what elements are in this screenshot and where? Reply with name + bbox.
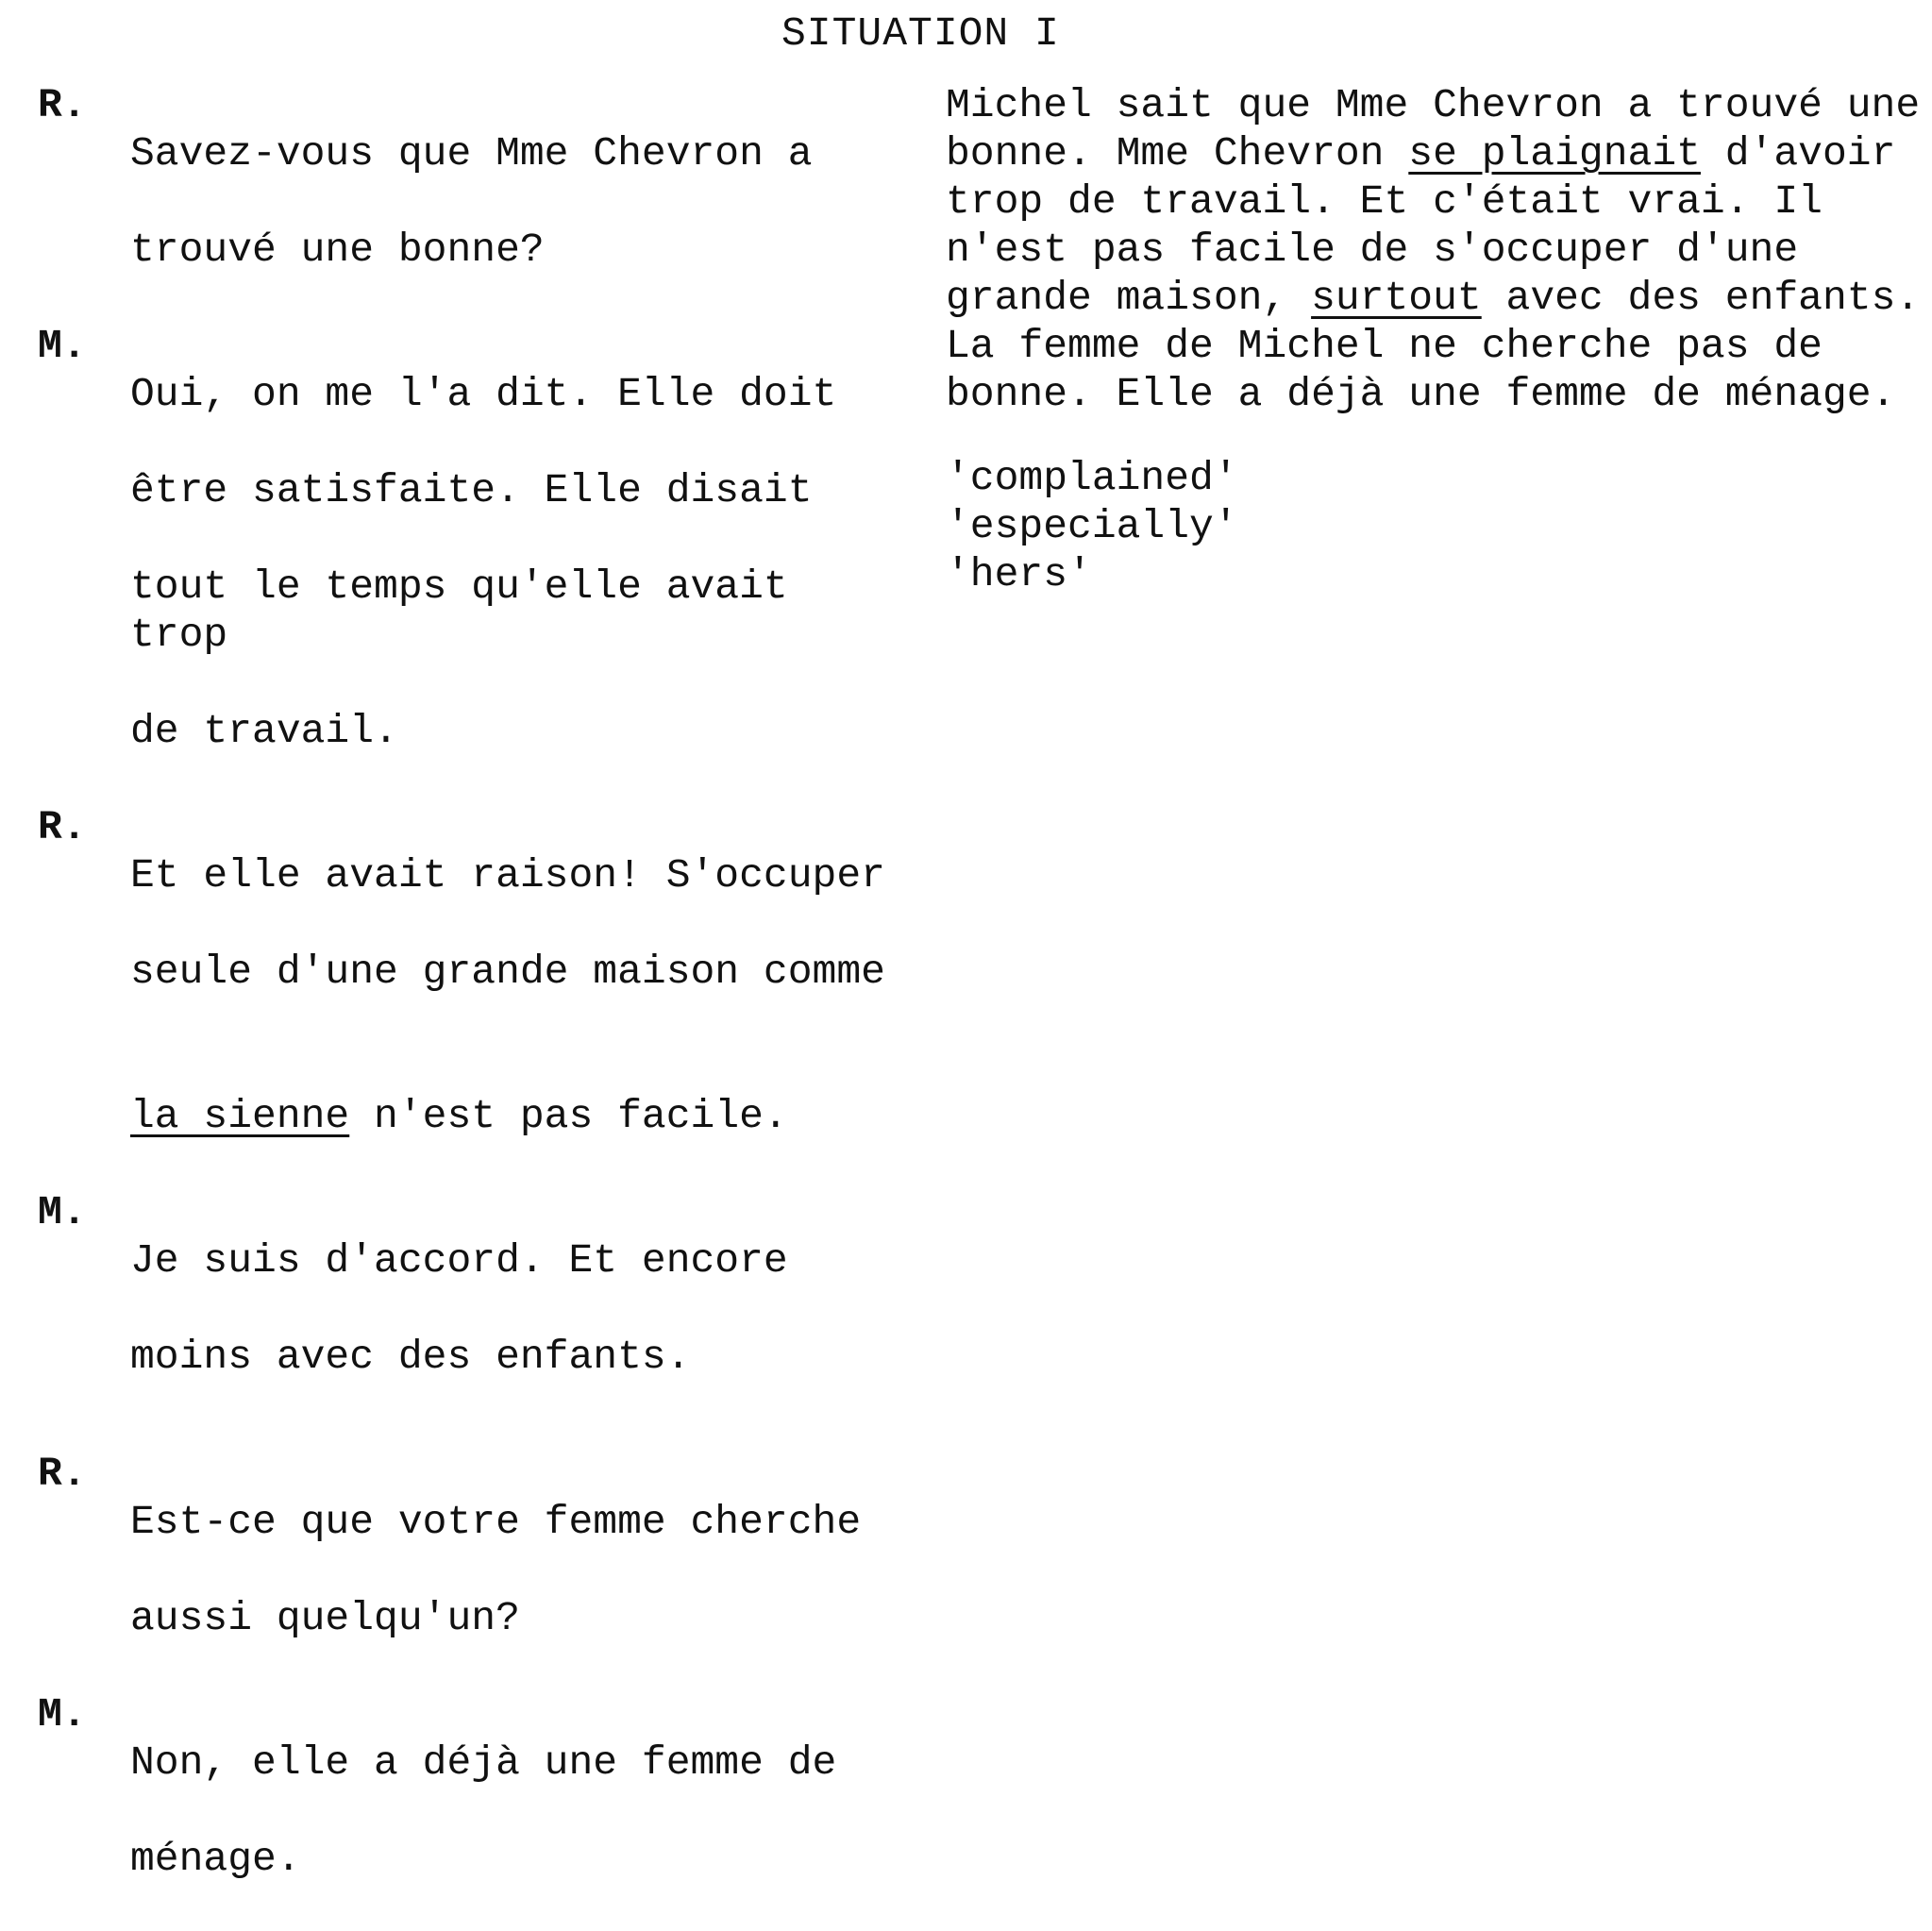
speech-line: aussi quelqu'un? <box>130 1595 520 1641</box>
speech-line: Non, elle a déjà une femme de <box>130 1739 837 1786</box>
page-title: SITUATION I <box>781 10 1060 57</box>
speech-text <box>130 1188 906 1429</box>
gloss-list <box>946 454 1927 598</box>
speech-line: de travail. <box>130 708 398 754</box>
summary-fragment: d'avoir <box>1700 130 1896 176</box>
dialogue-turn <box>38 322 906 803</box>
speaker-label: R. <box>38 82 87 128</box>
speech-line: moins avec des enfants. <box>130 1334 691 1380</box>
gloss-item: 'complained' <box>946 455 1238 501</box>
speech-line <box>130 1044 906 1140</box>
speech-line: trouvé une bonne? <box>130 227 545 273</box>
summary-line: La femme de Michel ne cherche pas de <box>946 323 1823 369</box>
speech-line: seule d'une grande maison comme <box>130 949 885 995</box>
speech-line: tout le temps qu'elle avait trop <box>130 563 788 658</box>
speech-line: Savez-vous que Mme Chevron a <box>130 130 813 176</box>
dialogue-turn <box>38 1188 906 1429</box>
summary-line: trop de travail. Et c'était vrai. Il <box>946 178 1823 225</box>
speech-fragment: n'est pas facile. <box>349 1093 788 1139</box>
speech-line: Je suis d'accord. Et encore <box>130 1237 788 1284</box>
underlined-term: surtout <box>1311 275 1482 321</box>
speech-line: Et elle avait raison! S'occuper <box>130 852 885 898</box>
speaker-label: R. <box>38 804 87 850</box>
speech-text <box>130 322 906 803</box>
summary-line: Michel sait que Mme Chevron a trouvé une <box>946 82 1921 128</box>
speaker-label: R. <box>38 1451 87 1497</box>
speech-line: Oui, on me l'a dit. Elle doit <box>130 371 837 417</box>
speech-text <box>130 1690 906 1931</box>
dialogue-column <box>38 81 906 1931</box>
speaker-label: M. <box>38 323 87 369</box>
speaker-label: M. <box>38 1691 87 1738</box>
summary-column <box>946 81 1927 598</box>
speaker-label: M. <box>38 1189 87 1235</box>
underlined-term: la sienne <box>130 1093 350 1139</box>
summary-line <box>946 129 1927 177</box>
dialogue-turn <box>38 81 906 322</box>
summary-fragment: grande maison, <box>946 275 1312 321</box>
gloss-item: 'hers' <box>946 551 1092 597</box>
dialogue-turn <box>38 803 906 1188</box>
summary-line: bonne. Elle a déjà une femme de ménage. <box>946 371 1896 417</box>
summary-paragraph <box>946 81 1927 418</box>
speech-text <box>130 1450 906 1690</box>
speech-text <box>130 81 906 322</box>
dialogue-turn <box>38 1450 906 1690</box>
gloss-item: 'especially' <box>946 503 1238 549</box>
speech-line: ménage. <box>130 1836 301 1882</box>
underlined-term: se plaignait <box>1408 130 1701 176</box>
summary-line <box>946 274 1927 322</box>
summary-fragment: bonne. Mme Chevron <box>946 130 1409 176</box>
speech-line: être satisfaite. Elle disait <box>130 467 813 513</box>
speech-text <box>130 803 906 1188</box>
summary-fragment: avec des enfants. <box>1481 275 1921 321</box>
speech-line: Est-ce que votre femme cherche <box>130 1499 862 1545</box>
dialogue-turn <box>38 1690 906 1931</box>
summary-line: n'est pas facile de s'occuper d'une <box>946 227 1799 273</box>
